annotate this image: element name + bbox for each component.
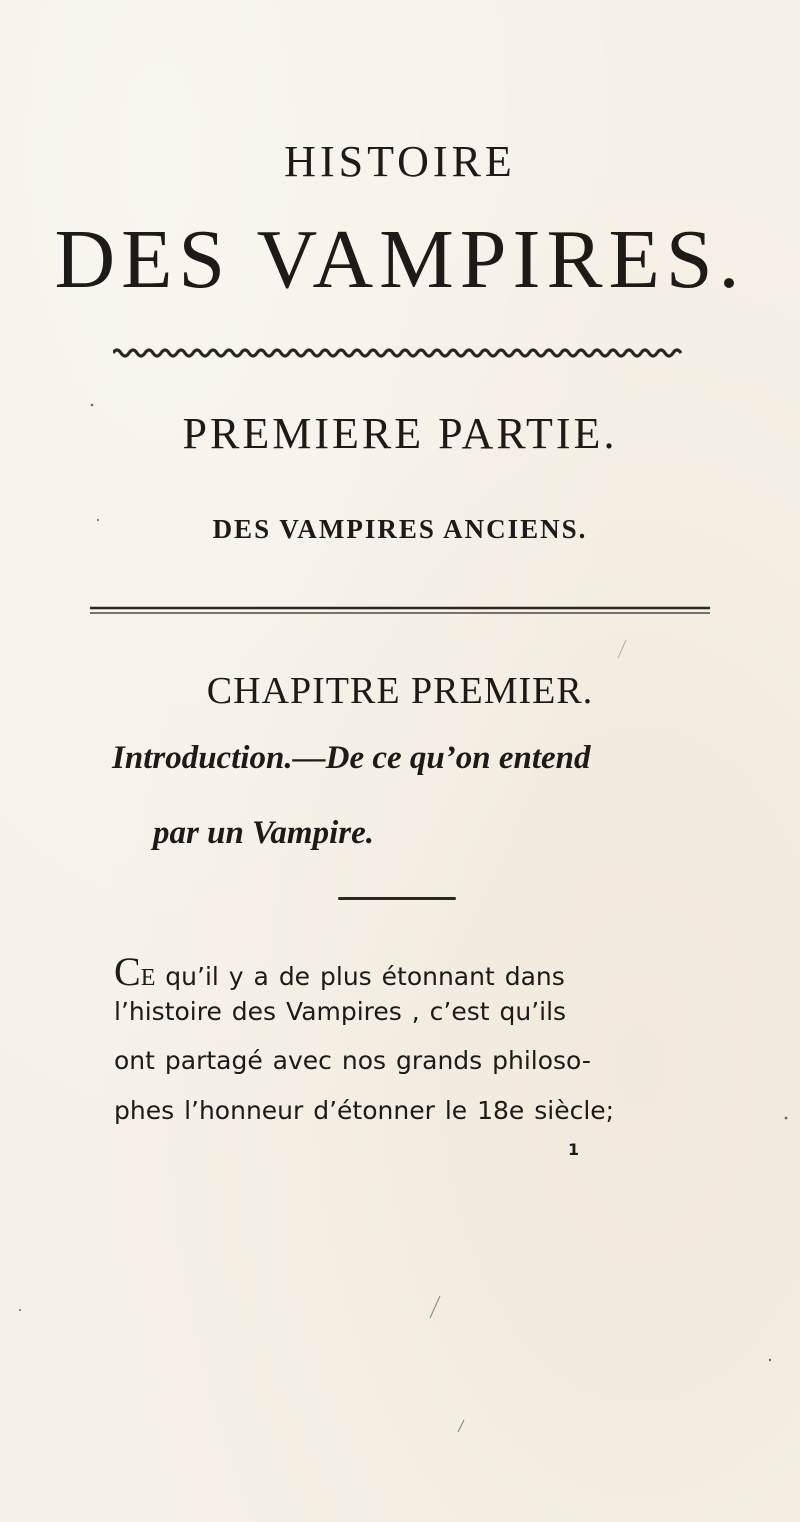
chapter-title: CHAPITRE PREMIER. — [206, 670, 594, 712]
small-caps-letter: E — [140, 965, 156, 991]
body-text-line-4: phes l’honneur d’étonner le 18e siècle; — [114, 1096, 615, 1125]
part-title: PREMIERE PARTIE. — [182, 409, 618, 458]
chapter-intro-line-2: par un Vampire. — [153, 815, 374, 851]
body-text-line-3: ont partagé avec nos grands philoso- — [114, 1046, 591, 1075]
title-histoire: HISTOIRE — [284, 137, 516, 186]
drop-cap-letter: C — [114, 949, 141, 994]
body-text-line-1-rest: qu’il y a de plus étonnant dans — [155, 962, 565, 991]
body-text-line-1 — [114, 949, 674, 994]
short-rule-divider — [338, 897, 456, 900]
part-subtitle: DES VAMPIRES ANCIENS. — [212, 514, 588, 544]
signature-mark: 1 — [568, 1140, 580, 1159]
ornamental-wave-rule — [113, 345, 687, 361]
title-des-vampires: DES VAMPIRES. — [54, 213, 746, 306]
body-text-line-2: l’histoire des Vampires , c’est qu’ils — [114, 997, 567, 1026]
double-rule-divider — [90, 606, 710, 616]
chapter-intro-line-1: Introduction.—De ce qu’on entend — [112, 740, 591, 776]
